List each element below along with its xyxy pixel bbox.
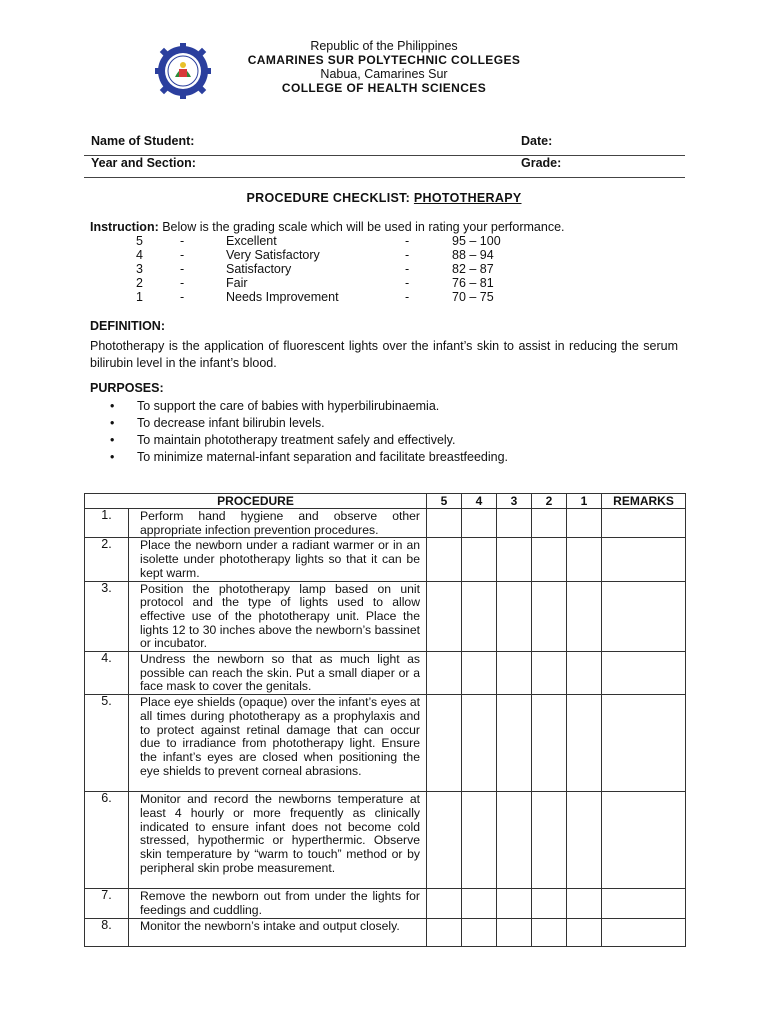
score-cell-2[interactable] bbox=[532, 889, 567, 918]
score-cell-3[interactable] bbox=[497, 509, 532, 538]
table-row bbox=[85, 695, 686, 792]
remarks-cell[interactable] bbox=[602, 538, 686, 581]
procedure-text: Undress the newborn so that as much light as possible can reach the skin. Put a small diaper or a face mask to cover the genitals. bbox=[129, 652, 427, 695]
score-cell-5[interactable] bbox=[427, 918, 462, 946]
procedure-text: Place the newborn under a radiant warmer or in an isolette under phototherapy lights so that it can be kept warm. bbox=[129, 538, 427, 581]
college-name: CAMARINES SUR POLYTECHNIC COLLEGES bbox=[247, 53, 521, 67]
score-cell-5[interactable] bbox=[427, 652, 462, 695]
college-location: Nabua, Camarines Sur bbox=[320, 67, 448, 81]
table-row bbox=[85, 581, 686, 652]
row-number: 4. bbox=[85, 652, 129, 695]
row-number: 3. bbox=[85, 581, 129, 652]
procedure-text: Perform hand hygiene and observe other appropriate infection prevention procedures. bbox=[129, 509, 427, 538]
score-cell-5[interactable] bbox=[427, 538, 462, 581]
row-number: 5. bbox=[85, 695, 129, 792]
score-cell-1[interactable] bbox=[567, 581, 602, 652]
score-cell-2[interactable] bbox=[532, 695, 567, 792]
score-cell-2[interactable] bbox=[532, 509, 567, 538]
scale-score: 2 bbox=[136, 276, 143, 290]
row-number: 1. bbox=[85, 509, 129, 538]
row-number: 8. bbox=[85, 918, 129, 946]
year-section-label: Year and Section: bbox=[91, 156, 196, 170]
procedure-text: Place eye shields (opaque) over the infant’s eyes at all times during phototherapy as a prophylaxis and to protect against retinal damage that can occur due to irradiance from phototherapy light. Ensure the infant’s eyes are closed when positioning the eye shields to prevent corneal abrasions. bbox=[129, 695, 427, 792]
scale-dash: - bbox=[405, 276, 410, 290]
scale-dash: - bbox=[405, 262, 410, 276]
score-cell-3[interactable] bbox=[497, 581, 532, 652]
scale-score: 4 bbox=[136, 248, 143, 262]
table-row bbox=[85, 538, 686, 581]
procedure-text: Monitor the newborn’s intake and output closely. bbox=[129, 918, 427, 946]
score-cell-3[interactable] bbox=[497, 652, 532, 695]
scale-dash: - bbox=[180, 276, 185, 290]
department-name: COLLEGE OF HEALTH SCIENCES bbox=[281, 81, 487, 95]
score-cell-4[interactable] bbox=[462, 538, 497, 581]
procedure-checklist-table bbox=[84, 493, 686, 947]
scale-dash: - bbox=[405, 290, 410, 304]
score-cell-2[interactable] bbox=[532, 652, 567, 695]
instruction-text: Below is the grading scale which will be used in rating your performance. bbox=[158, 220, 565, 234]
remarks-cell[interactable] bbox=[602, 889, 686, 918]
scale-dash: - bbox=[180, 290, 185, 304]
col-header-4: 4 bbox=[462, 494, 497, 509]
score-cell-4[interactable] bbox=[462, 695, 497, 792]
scale-range: 95 – 100 bbox=[452, 234, 501, 248]
scale-label: Fair bbox=[226, 276, 248, 290]
remarks-cell[interactable] bbox=[602, 695, 686, 792]
procedure-text: Remove the newborn out from under the lights for feedings and cuddling. bbox=[129, 889, 427, 918]
table-row bbox=[85, 652, 686, 695]
score-cell-3[interactable] bbox=[497, 538, 532, 581]
score-cell-5[interactable] bbox=[427, 509, 462, 538]
score-cell-5[interactable] bbox=[427, 792, 462, 889]
score-cell-2[interactable] bbox=[532, 581, 567, 652]
definition-heading: DEFINITION: bbox=[90, 319, 165, 333]
checklist-title bbox=[0, 191, 768, 205]
republic-line: Republic of the Philippines bbox=[310, 39, 458, 53]
purposes-list bbox=[110, 398, 508, 466]
score-cell-4[interactable] bbox=[462, 509, 497, 538]
score-cell-1[interactable] bbox=[567, 652, 602, 695]
score-cell-4[interactable] bbox=[462, 889, 497, 918]
purpose-item: • To decrease infant bilirubin levels. bbox=[110, 415, 508, 432]
field-divider-2 bbox=[84, 177, 685, 178]
score-cell-2[interactable] bbox=[532, 792, 567, 889]
instruction-label: Instruction: bbox=[90, 220, 159, 234]
remarks-cell[interactable] bbox=[602, 792, 686, 889]
score-cell-1[interactable] bbox=[567, 889, 602, 918]
score-cell-1[interactable] bbox=[567, 918, 602, 946]
score-cell-4[interactable] bbox=[462, 918, 497, 946]
score-cell-2[interactable] bbox=[532, 918, 567, 946]
score-cell-1[interactable] bbox=[567, 538, 602, 581]
scale-label: Satisfactory bbox=[226, 262, 292, 276]
score-cell-3[interactable] bbox=[497, 792, 532, 889]
col-header-1: 1 bbox=[567, 494, 602, 509]
table-row bbox=[85, 918, 686, 946]
name-of-student-label: Name of Student: bbox=[91, 134, 195, 148]
procedure-text: Monitor and record the newborns temperature at least 4 hourly or more frequently as clinically indicated to ensure infant does not become cold stressed, hypothermic or hyperthermic. Observe skin temperature by “warm to touch” method or by peripheral skin probe measurement. bbox=[129, 792, 427, 889]
col-header-2: 2 bbox=[532, 494, 567, 509]
scale-range: 88 – 94 bbox=[452, 248, 494, 262]
row-number: 2. bbox=[85, 538, 129, 581]
scale-score: 3 bbox=[136, 262, 143, 276]
purpose-item: • To minimize maternal-infant separation and facilitate breastfeeding. bbox=[110, 449, 508, 466]
score-cell-4[interactable] bbox=[462, 792, 497, 889]
scale-range: 76 – 81 bbox=[452, 276, 494, 290]
table-row bbox=[85, 889, 686, 918]
scale-range: 82 – 87 bbox=[452, 262, 494, 276]
score-cell-5[interactable] bbox=[427, 581, 462, 652]
scale-label: Excellent bbox=[226, 234, 277, 248]
col-header-5: 5 bbox=[427, 494, 462, 509]
col-header-procedure: PROCEDURE bbox=[85, 494, 427, 509]
score-cell-1[interactable] bbox=[567, 695, 602, 792]
row-number: 7. bbox=[85, 889, 129, 918]
scale-label: Needs Improvement bbox=[226, 290, 339, 304]
col-header-remarks: REMARKS bbox=[602, 494, 686, 509]
score-cell-3[interactable] bbox=[497, 918, 532, 946]
procedure-text: Position the phototherapy lamp based on unit protocol and the type of lights used to allow effective use of the phototherapy unit. Place the lights 12 to 30 inches above the newborn’s bassinet or incubator. bbox=[129, 581, 427, 652]
checklist-title-topic: PHOTOTHERAPY bbox=[413, 191, 522, 205]
scale-dash: - bbox=[180, 234, 185, 248]
checklist-title-prefix: PROCEDURE CHECKLIST: bbox=[246, 191, 414, 205]
scale-dash: - bbox=[405, 248, 410, 262]
col-header-3: 3 bbox=[497, 494, 532, 509]
score-cell-4[interactable] bbox=[462, 581, 497, 652]
scale-dash: - bbox=[180, 262, 185, 276]
scale-range: 70 – 75 bbox=[452, 290, 494, 304]
grade-label: Grade: bbox=[521, 156, 562, 170]
remarks-cell[interactable] bbox=[602, 509, 686, 538]
scale-label: Very Satisfactory bbox=[226, 248, 320, 262]
score-cell-2[interactable] bbox=[532, 538, 567, 581]
row-number: 6. bbox=[85, 792, 129, 889]
definition-text: Phototherapy is the application of fluorescent lights over the infant’s skin to assist in reducing the serum bilirubin level in the infant’s blood. bbox=[90, 339, 678, 370]
remarks-cell[interactable] bbox=[602, 652, 686, 695]
score-cell-1[interactable] bbox=[567, 509, 602, 538]
scale-score: 1 bbox=[136, 290, 143, 304]
score-cell-3[interactable] bbox=[497, 695, 532, 792]
purposes-heading: PURPOSES: bbox=[90, 381, 164, 395]
purpose-item: • To support the care of babies with hyperbilirubinaemia. bbox=[110, 398, 508, 415]
date-label: Date: bbox=[521, 134, 553, 148]
score-cell-5[interactable] bbox=[427, 695, 462, 792]
score-cell-3[interactable] bbox=[497, 889, 532, 918]
score-cell-4[interactable] bbox=[462, 652, 497, 695]
instruction-line bbox=[90, 220, 565, 234]
remarks-cell[interactable] bbox=[602, 581, 686, 652]
remarks-cell[interactable] bbox=[602, 918, 686, 946]
table-row bbox=[85, 509, 686, 538]
table-row bbox=[85, 792, 686, 889]
table-header-row bbox=[85, 494, 686, 509]
scale-dash: - bbox=[405, 234, 410, 248]
score-cell-5[interactable] bbox=[427, 889, 462, 918]
scale-dash: - bbox=[180, 248, 185, 262]
score-cell-1[interactable] bbox=[567, 792, 602, 889]
scale-score: 5 bbox=[136, 234, 143, 248]
purpose-item: • To maintain phototherapy treatment safely and effectively. bbox=[110, 432, 508, 449]
